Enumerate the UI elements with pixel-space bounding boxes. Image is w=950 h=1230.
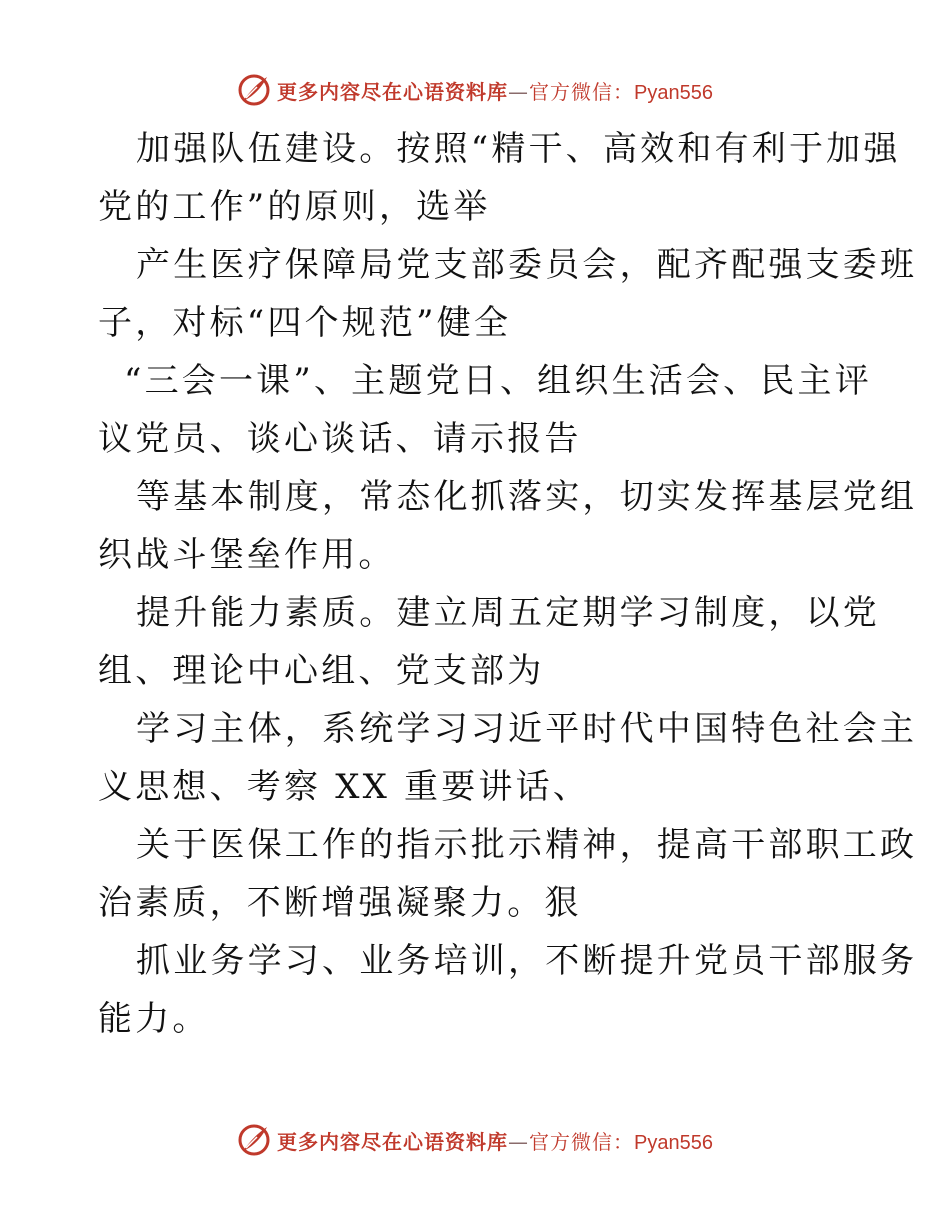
watermark-wechat-label: 官方微信： xyxy=(529,1129,635,1154)
paragraph-line: 义思想、考察 XX 重要讲话、 xyxy=(98,767,591,807)
paragraph-line: 等基本制度，常态化抓落实，切实发挥基层党组 xyxy=(136,477,918,517)
paragraph-line: 加强队伍建设。按照“精干、高效和有利于加强 xyxy=(136,129,901,169)
paragraph-line: 抓业务学习、业务培训，不断提升党员干部服务 xyxy=(136,941,918,981)
paragraph-line: 能力。 xyxy=(98,999,210,1039)
watermark-text xyxy=(277,76,713,105)
watermark-text xyxy=(277,1126,713,1155)
quill-logo-icon xyxy=(237,1123,271,1157)
paragraph-line: 提升能力素质。建立周五定期学习制度，以党 xyxy=(136,593,880,633)
watermark-wechat-id: Pyan556 xyxy=(634,1131,713,1154)
watermark-dash: — xyxy=(508,79,530,104)
paragraph-line: 组、理论中心组、党支部为 xyxy=(98,651,545,691)
paragraph-line: 学习主体，系统学习习近平时代中国特色社会主 xyxy=(136,709,918,749)
paragraph-line: 关于医保工作的指示批示精神，提高干部职工政 xyxy=(136,825,918,865)
footer-watermark xyxy=(0,1120,950,1160)
header-watermark xyxy=(0,70,950,110)
watermark-wechat-id: Pyan556 xyxy=(634,81,713,104)
paragraph-line: “三会一课”、主题党日、组织生活会、民主评 xyxy=(124,361,872,401)
paragraph-line: 产生医疗保障局党支部委员会，配齐配强支委班 xyxy=(136,245,918,285)
paragraph-line: 子，对标“四个规范”健全 xyxy=(98,303,512,343)
paragraph-line: 治素质，不断增强凝聚力。狠 xyxy=(98,883,582,923)
paragraph-line: 党的工作”的原则，选举 xyxy=(98,187,491,227)
watermark-main: 更多内容尽在心语资料库 xyxy=(277,79,509,104)
watermark-wechat-label: 官方微信： xyxy=(529,79,635,104)
quill-logo-icon xyxy=(237,73,271,107)
watermark-main: 更多内容尽在心语资料库 xyxy=(277,1129,509,1154)
watermark-dash: — xyxy=(508,1129,530,1154)
document-body xyxy=(98,120,918,1048)
paragraph-line: 议党员、谈心谈话、请示报告 xyxy=(98,419,582,459)
paragraph-line: 织战斗堡垒作用。 xyxy=(98,535,396,575)
